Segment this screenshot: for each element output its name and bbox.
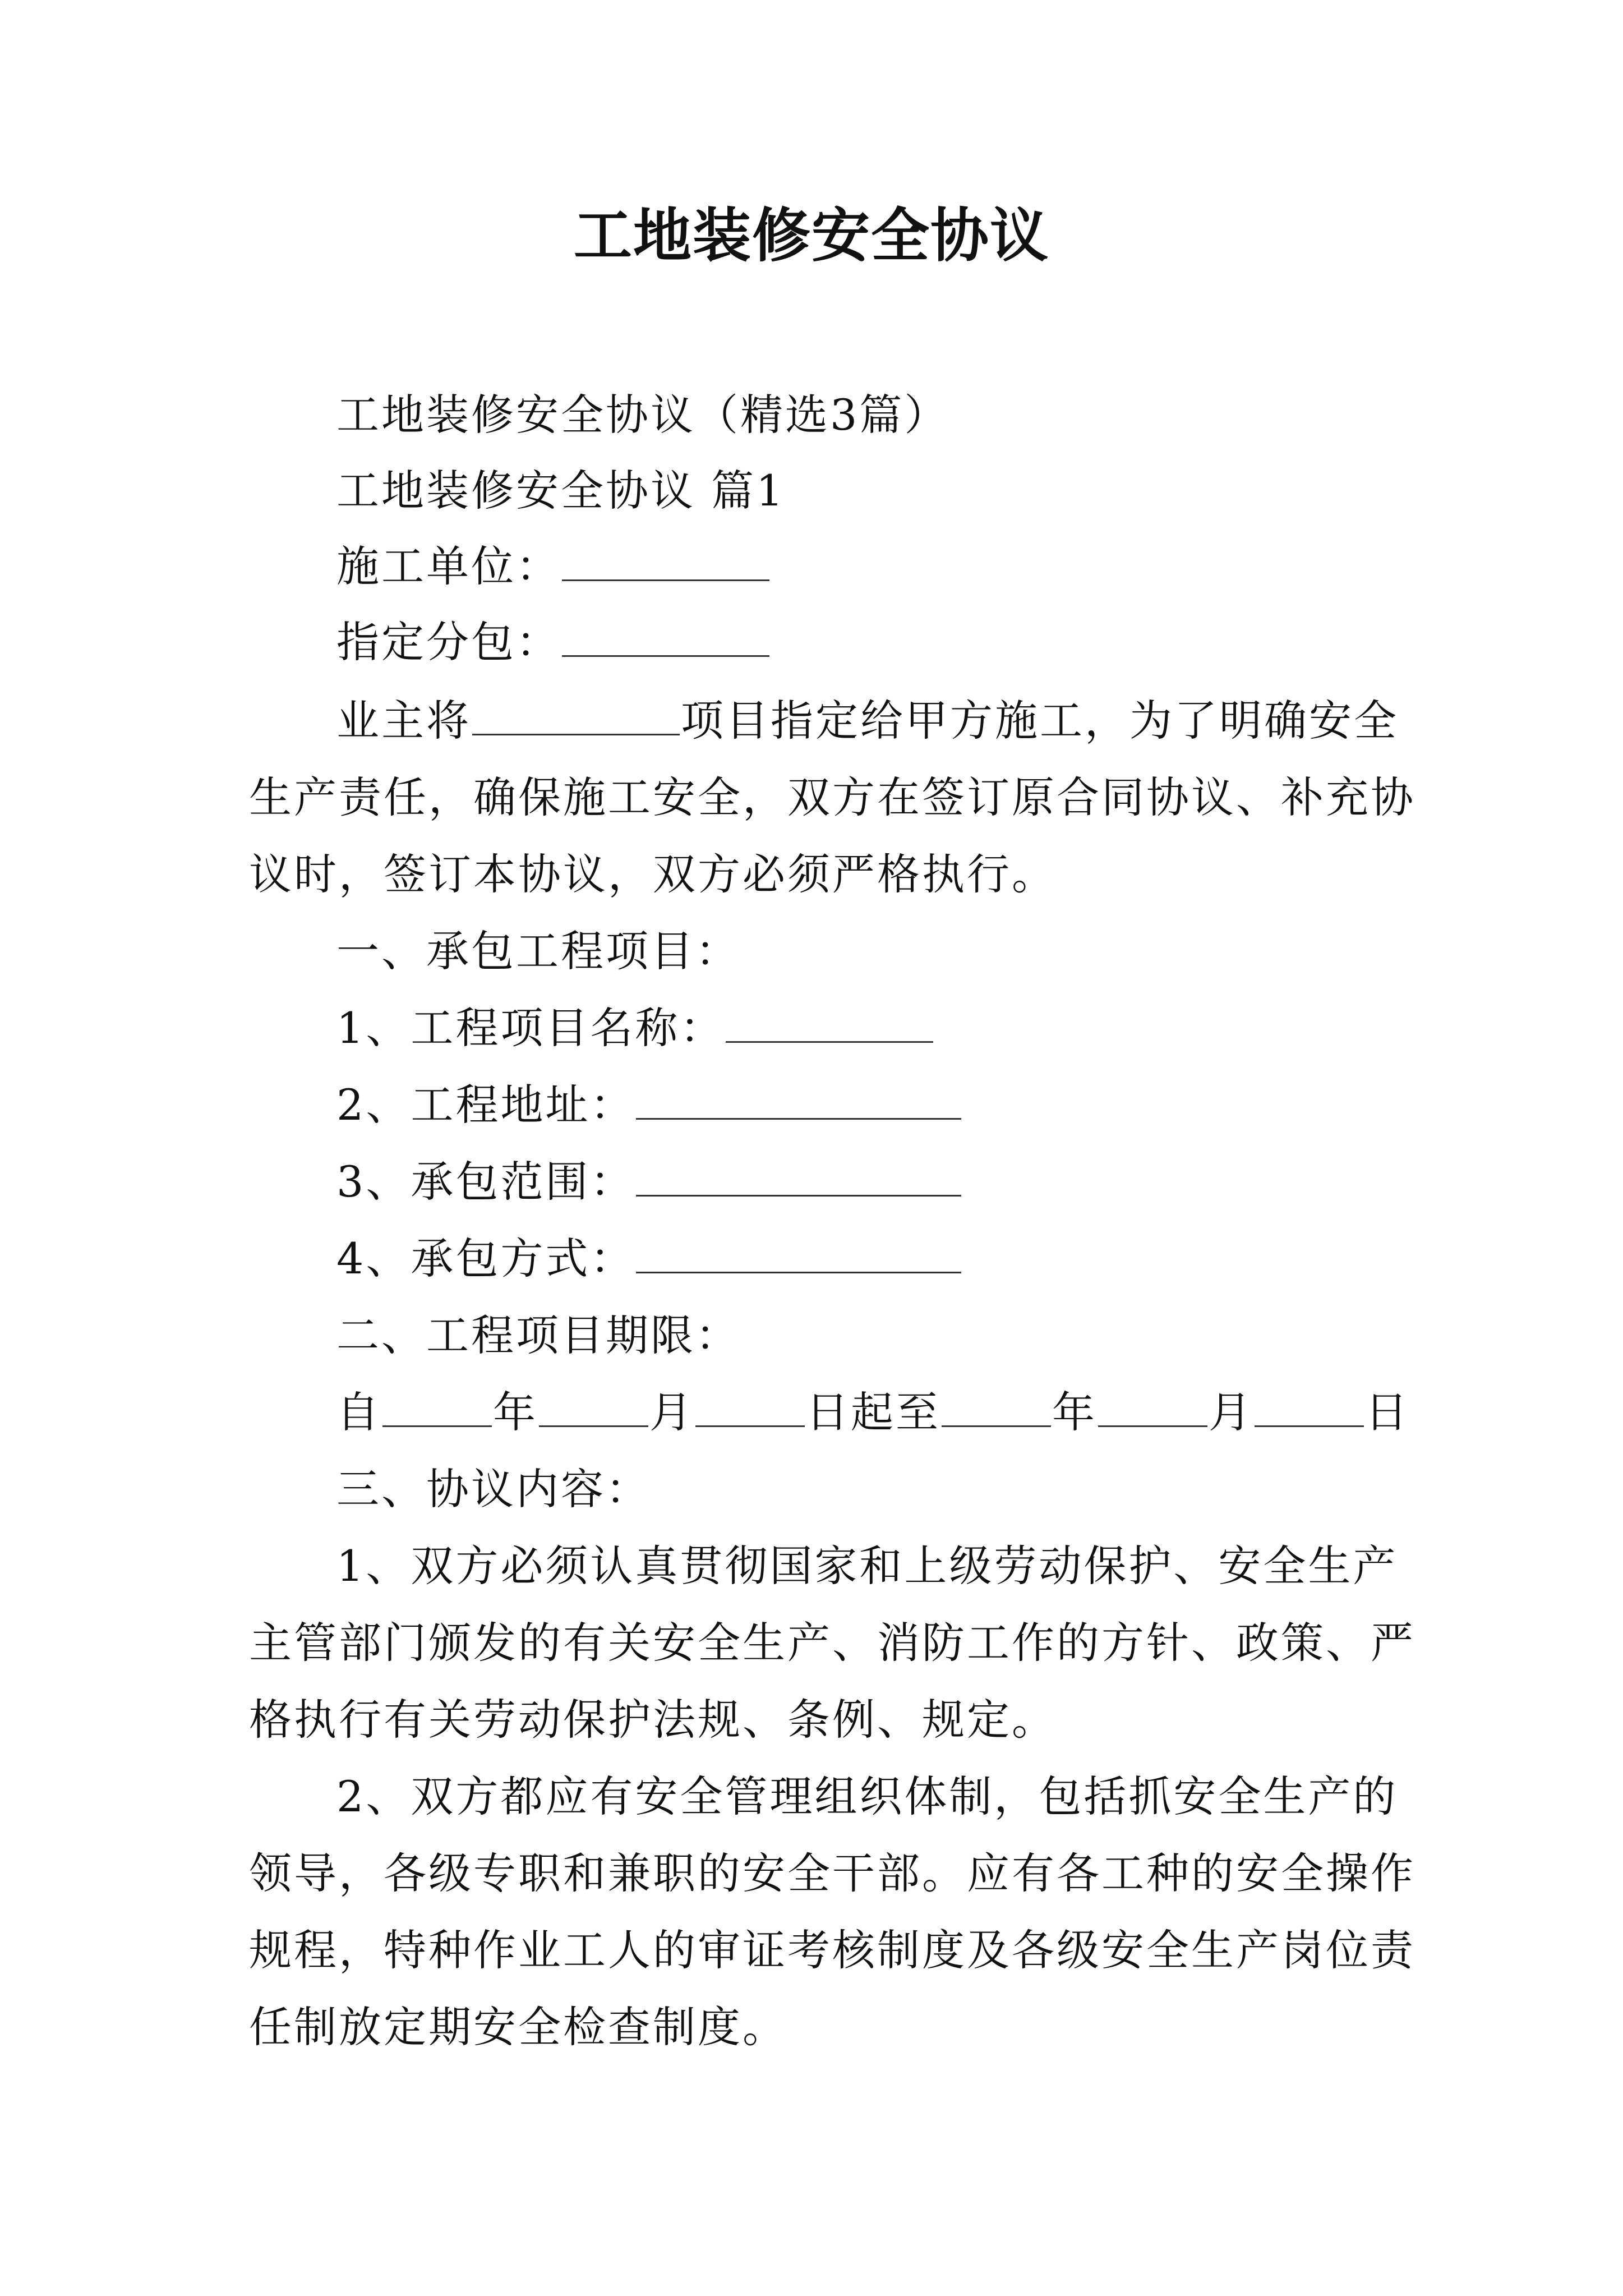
end-day-blank: [1255, 1386, 1364, 1427]
start-year-blank: [382, 1386, 492, 1427]
intro-paragraph-line-3: 议时，签订本协议，双方必须严格执行。: [249, 849, 1057, 899]
end-year-blank: [942, 1386, 1051, 1427]
clause2-line-2: 领导，各级专职和兼职的安全干部。应有各工种的安全操作: [249, 1848, 1415, 1898]
project-blank: [472, 694, 680, 735]
item-contract-scope-label: 3、承包范围：: [336, 1157, 635, 1207]
contract-method-blank: [636, 1232, 961, 1273]
clause2-line-4: 任制放定期安全检查制度。: [249, 2002, 787, 2052]
end-month-blank: [1098, 1386, 1207, 1427]
date-day2: 日: [1365, 1387, 1410, 1437]
project-name-blank: [726, 1002, 933, 1043]
start-day-blank: [695, 1386, 805, 1427]
contract-scope-blank: [636, 1156, 961, 1197]
project-address-blank: [636, 1079, 961, 1120]
field-construction-unit-label: 施工单位：: [336, 541, 561, 591]
intro-text-a: 业主将: [336, 696, 471, 746]
item-project-address: [336, 1077, 962, 1133]
subcontract-blank: [562, 616, 769, 657]
section1-heading: 一、承包工程项目：: [336, 926, 740, 976]
date-month: 月: [649, 1387, 694, 1437]
intro-text-b: 项目指定给甲方施工，为了明确安全: [681, 696, 1399, 746]
item-project-name-label: 1、工程项目名称：: [336, 1003, 725, 1053]
start-month-blank: [539, 1386, 648, 1427]
field-subcontract-label: 指定分包：: [336, 617, 561, 667]
clause2-line-1: 2、双方都应有安全管理组织体制，包括抓安全生产的: [336, 1772, 1398, 1821]
date-from: 自: [336, 1387, 381, 1437]
document-title: 工地装修安全协议: [573, 201, 1049, 270]
field-subcontract: [336, 614, 771, 670]
item-contract-scope: [336, 1154, 962, 1210]
date-month2: 月: [1209, 1387, 1253, 1437]
item-project-name: [336, 1000, 934, 1056]
clause1-line-1: 1、双方必须认真贯彻国家和上级劳动保护、安全生产: [336, 1541, 1398, 1591]
date-year: 年: [493, 1387, 538, 1437]
clause1-line-2: 主管部门颁发的有关安全生产、消防工作的方针、政策、严: [249, 1618, 1415, 1668]
section2-heading: 二、工程项目期限：: [336, 1310, 740, 1360]
part-heading: 工地装修安全协议 篇1: [336, 466, 786, 516]
field-construction-unit: [336, 539, 771, 595]
document-subtitle: 工地装修安全协议（精选3篇）: [336, 390, 949, 440]
date-range-line: [336, 1384, 1410, 1441]
item-contract-method: [336, 1231, 962, 1287]
intro-paragraph-line-2: 生产责任，确保施工安全，双方在签订原合同协议、补充协: [249, 772, 1415, 822]
section3-heading: 三、协议内容：: [336, 1464, 651, 1514]
intro-paragraph-line-1: [336, 693, 1399, 749]
clause1-line-3: 格执行有关劳动保护法规、条例、规定。: [249, 1695, 1057, 1745]
item-project-address-label: 2、工程地址：: [336, 1080, 635, 1130]
item-contract-method-label: 4、承包方式：: [336, 1234, 635, 1283]
date-year2: 年: [1052, 1387, 1097, 1437]
clause2-line-3: 规程，特种作业工人的审证考核制度及各级安全生产岗位责: [249, 1925, 1415, 1975]
construction-unit-blank: [562, 540, 769, 581]
date-day-to: 日起至: [806, 1387, 940, 1437]
